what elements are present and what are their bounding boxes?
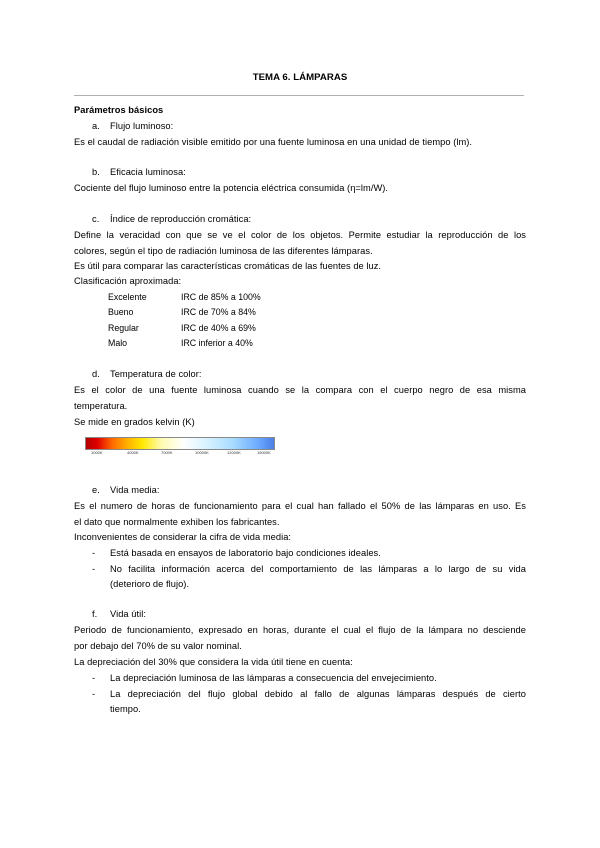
color-temperature-scale: [85, 437, 275, 450]
item-e-text-3: Inconvenientes de considerar la cifra de vida media:: [74, 532, 292, 542]
irc-range: IRC inferior a 40%: [181, 338, 253, 348]
item-d-text-1: Es el color de una fuente luminosa cuando se la compara con el cuerpo negro de esa misma: [74, 385, 526, 395]
irc-label: Bueno: [108, 307, 134, 317]
bullet-dash: -: [92, 548, 96, 558]
bullet-dash: -: [92, 564, 96, 574]
irc-label: Malo: [108, 338, 128, 348]
title-divider: [74, 95, 524, 96]
item-e-text-2: el dato que normalmente exhiben los fabricantes.: [74, 517, 280, 527]
irc-label: Regular: [108, 323, 139, 333]
item-a-text: Es el caudal de radiación visible emitido por una fuente luminosa en una unidad de tiempo (lm).: [74, 137, 473, 147]
item-e-text-1: Es el numero de horas de funcionamiento para el cual han fallado el 50% de las lámparas en uso. Es: [74, 501, 526, 511]
bullet-dash: -: [92, 689, 96, 699]
item-f-text-3: La depreciación del 30% que considera la vida útil tiene en cuenta:: [74, 657, 353, 667]
item-d-marker: d.: [92, 369, 100, 379]
item-d-text-3: Se mide en grados kelvin (K): [74, 417, 195, 427]
bullet-text-cont: (deterioro de flujo).: [110, 579, 190, 589]
item-e-marker: e.: [92, 485, 100, 495]
bullet-text: Está basada en ensayos de laboratorio bajo condiciones ideales.: [110, 548, 381, 558]
page-title: TEMA 6. LÁMPARAS: [252, 72, 348, 83]
bullet-text: No facilita información acerca del comportamiento de las lámparas a lo largo de su vida: [110, 564, 526, 574]
scale-tick: 15000K: [257, 450, 271, 455]
irc-label: Excelente: [108, 292, 147, 302]
item-c-marker: c.: [92, 214, 100, 224]
item-f-marker: f.: [92, 609, 98, 619]
item-c-text-2: colores, según el tipo de radiación luminosa de las diferentes lámparas.: [74, 246, 373, 256]
item-e-heading: Vida media:: [110, 485, 160, 495]
color-temperature-ticks: [85, 450, 275, 456]
section-heading: Parámetros básicos: [74, 105, 164, 115]
scale-tick: 7000K: [161, 450, 173, 455]
item-d-text-2: temperatura.: [74, 401, 128, 411]
scale-tick: 4000K: [127, 450, 139, 455]
item-c-heading: Índice de reproducción cromática:: [110, 214, 252, 224]
item-b-heading: Eficacia luminosa:: [110, 167, 186, 177]
item-c-text-4: Clasificación aproximada:: [74, 276, 182, 286]
scale-tick: 12000K: [227, 450, 241, 455]
scale-tick: 10000K: [195, 450, 209, 455]
bullet-text-cont: tiempo.: [110, 704, 141, 714]
item-c-text-3: Es útil para comparar las características cromáticas de las fuentes de luz.: [74, 261, 382, 271]
item-c-text-1: Define la veracidad con que se ve el color de los objetos. Permite estudiar la reproducción de los: [74, 230, 526, 240]
item-f-heading: Vida útil:: [110, 609, 146, 619]
item-a-heading: Flujo luminoso:: [110, 121, 174, 131]
item-f-text-2: por debajo del 70% de su valor nominal.: [74, 641, 242, 651]
bullet-text: La depreciación del flujo global debido al fallo de algunas lámparas después de cierto: [110, 689, 526, 699]
irc-range: IRC de 40% a 69%: [181, 323, 256, 333]
item-b-marker: b.: [92, 167, 100, 177]
bullet-dash: -: [92, 673, 96, 683]
irc-range: IRC de 70% a 84%: [181, 307, 256, 317]
item-b-text: Cociente del flujo luminoso entre la potencia eléctrica consumida (η=lm/W).: [74, 183, 389, 193]
item-f-text-1: Periodo de funcionamiento, expresado en horas, durante el cual el flujo de la lámpara no desciende: [74, 625, 526, 635]
item-d-heading: Temperatura de color:: [110, 369, 202, 379]
irc-range: IRC de 85% a 100%: [181, 292, 261, 302]
item-a-marker: a.: [92, 121, 100, 131]
scale-tick: 1000K: [91, 450, 103, 455]
bullet-text: La depreciación luminosa de las lámparas a consecuencia del envejecimiento.: [110, 673, 437, 683]
